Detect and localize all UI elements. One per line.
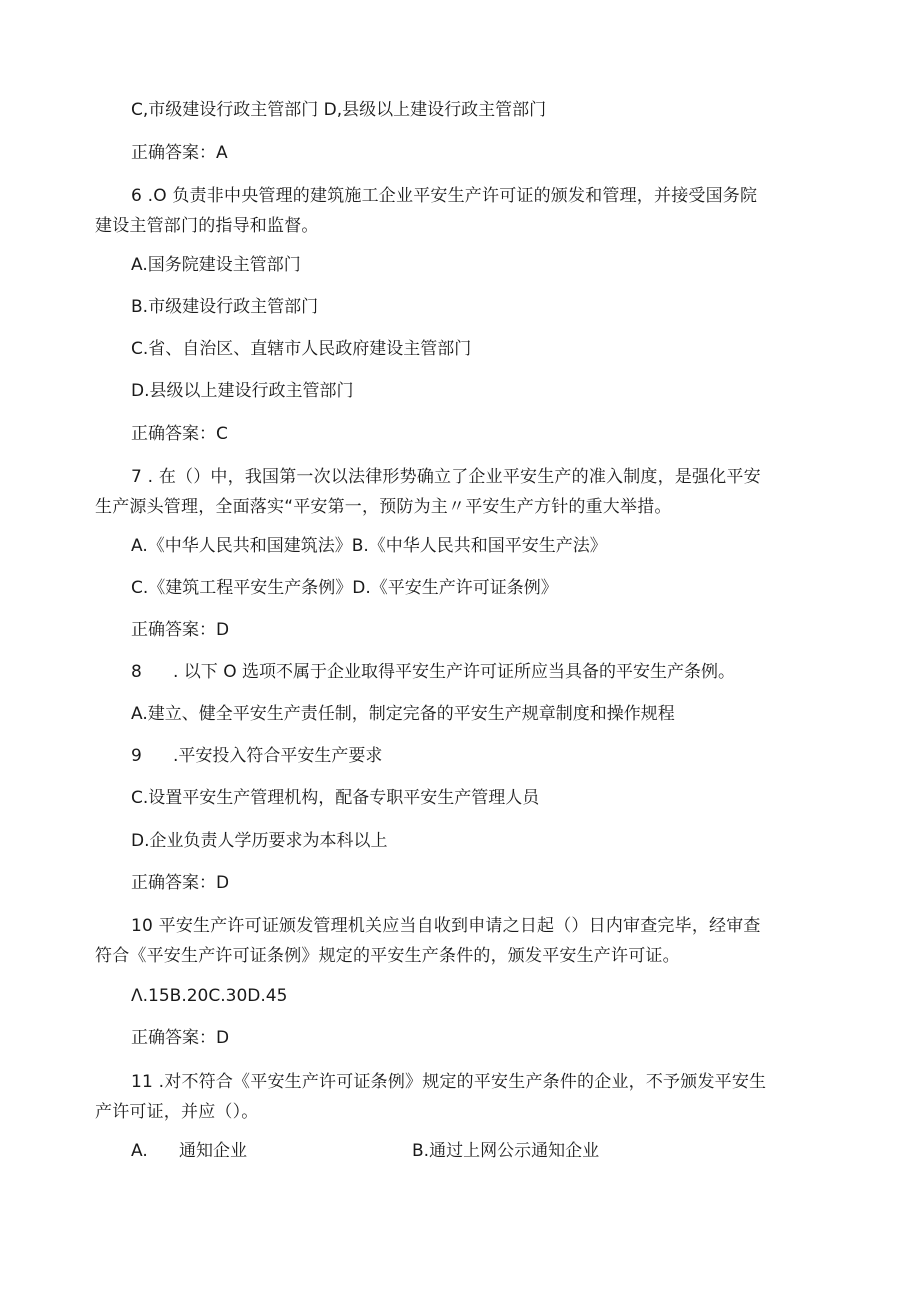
question-8 bbox=[131, 660, 735, 684]
option-a-text: 通知企业 bbox=[179, 1141, 247, 1161]
option-line-a-b: A.《中华人民共和国建筑法》B.《中华人民共和国平安生产法》 bbox=[131, 536, 607, 556]
option-line-a-d: Λ.15B.20C.30D.45 bbox=[131, 986, 288, 1006]
option-line-c-d: C,市级建设行政主管部门 D,县级以上建设行政主管部门 bbox=[131, 100, 547, 120]
option-a: A.国务院建设主管部门 bbox=[131, 255, 301, 275]
question-9-number: 9 bbox=[131, 746, 142, 766]
option-a: A.建立、健全平安生产责任制，制定完备的平安生产规章制度和操作规程 bbox=[131, 704, 675, 724]
option-d: D.县级以上建设行政主管部门 bbox=[131, 381, 354, 401]
option-c: C.省、自治区、直辖市人民政府建设主管部门 bbox=[131, 339, 472, 359]
option-b-text: B.通过上网公示通知企业 bbox=[412, 1141, 600, 1161]
question-11-line-1: 11 .对不符合《平安生产许可证条例》规定的平安生产条件的企业，不予颁发平安生 bbox=[131, 1072, 767, 1092]
option-line-a-b bbox=[131, 1139, 731, 1163]
question-10 bbox=[95, 911, 815, 971]
question-10-line-2: 符合《平安生产许可证条例》规定的平安生产条件的，颁发平安生产许可证。 bbox=[95, 946, 680, 966]
question-9 bbox=[131, 744, 382, 768]
question-6 bbox=[95, 181, 815, 241]
question-11 bbox=[95, 1067, 815, 1127]
question-8-number: 8 bbox=[131, 662, 142, 682]
question-9-text: .平安投入符合平安生产要求 bbox=[173, 746, 383, 766]
option-line-c-d: C.《建筑工程平安生产条例》D.《平安生产许可证条例》 bbox=[131, 578, 558, 598]
question-10-line-1: 10 平安生产许可证颁发管理机关应当自收到申请之日起（）日内审查完毕，经审查 bbox=[131, 916, 761, 936]
answer-line: 正确答案：A bbox=[131, 143, 228, 163]
answer-line: 正确答案：D bbox=[131, 873, 230, 893]
question-6-line-2: 建设主管部门的指导和监督。 bbox=[95, 216, 319, 236]
answer-line: 正确答案：D bbox=[131, 620, 230, 640]
answer-line: 正确答案：C bbox=[131, 424, 228, 444]
option-b: B.市级建设行政主管部门 bbox=[131, 297, 319, 317]
question-6-line-1: 6 .O 负责非中央管理的建筑施工企业平安生产许可证的颁发和管理，并接受国务院 bbox=[131, 186, 758, 206]
answer-line: 正确答案：D bbox=[131, 1028, 230, 1048]
question-7-line-1: 7 . 在（）中，我国第一次以法律形势确立了企业平安生产的准入制度，是强化平安 bbox=[131, 467, 761, 487]
option-d: D.企业负责人学历要求为本科以上 bbox=[131, 831, 388, 851]
question-8-text: . 以下 O 选项不属于企业取得平安生产许可证所应当具备的平安生产条例。 bbox=[173, 662, 735, 682]
question-7-line-2: 生产源头管理，全面落实“平安第一，预防为主〃平安生产方针的重大举措。 bbox=[95, 497, 672, 517]
question-11-line-2: 产许可证，并应（）。 bbox=[95, 1102, 259, 1122]
option-a-label: A. bbox=[131, 1141, 148, 1161]
question-7 bbox=[95, 462, 815, 522]
option-c: C.设置平安生产管理机构，配备专职平安生产管理人员 bbox=[131, 788, 540, 808]
